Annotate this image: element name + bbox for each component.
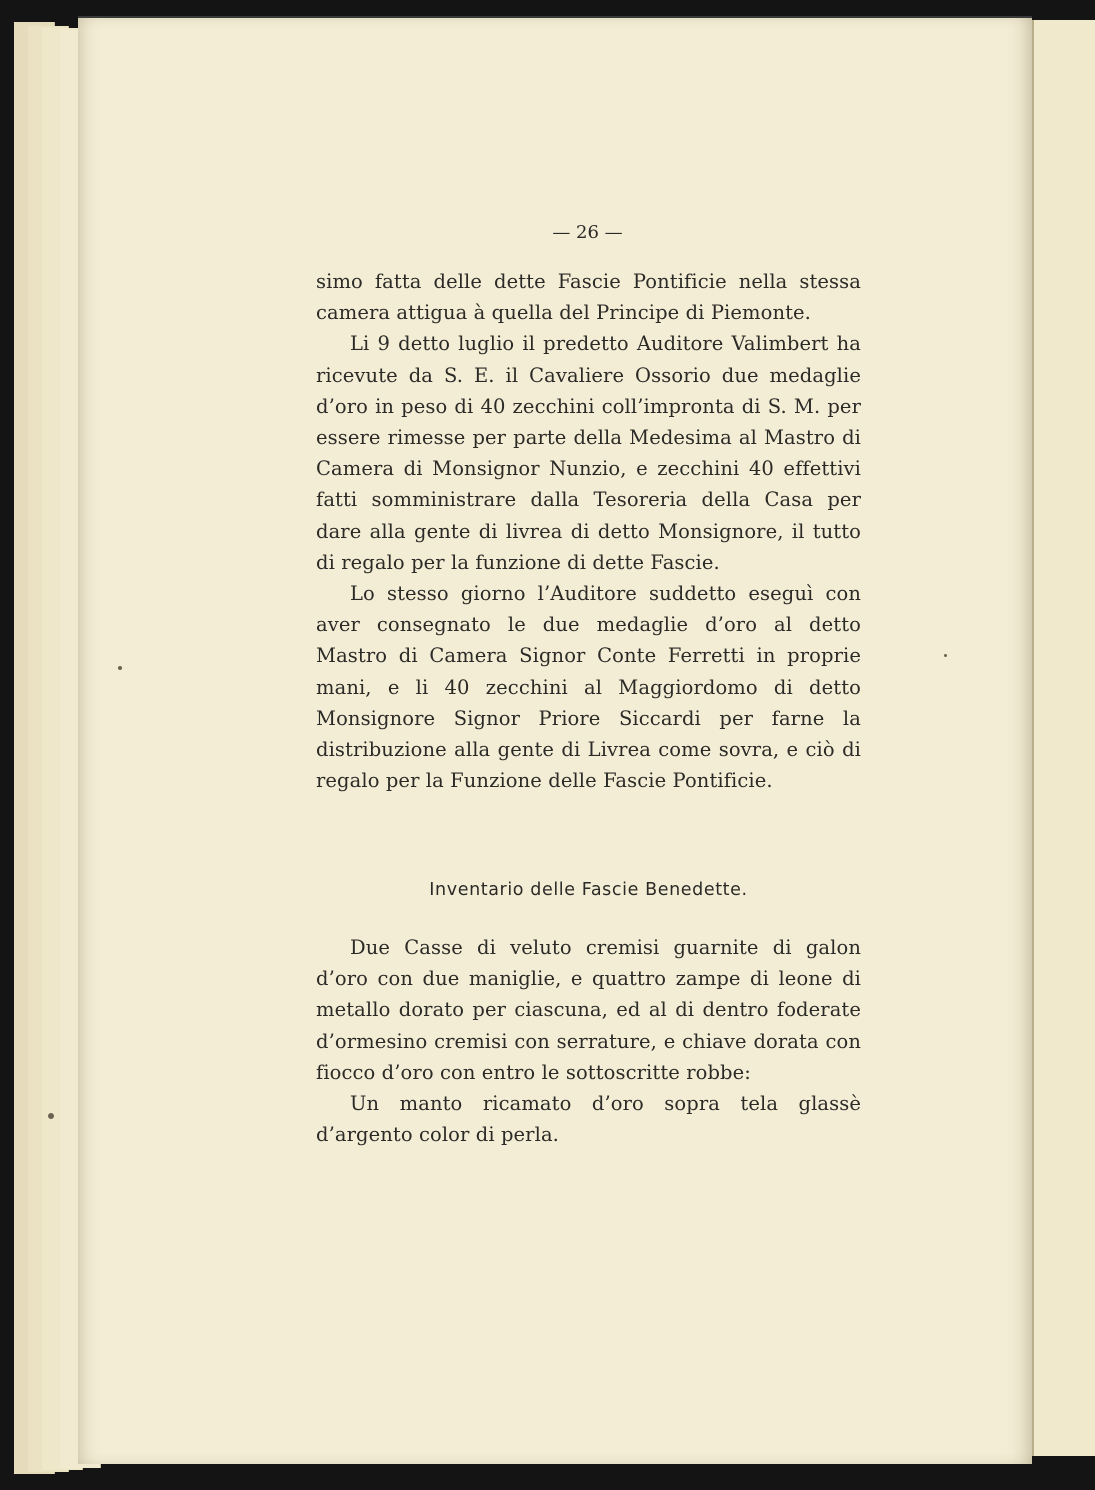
facing-page-edge	[1032, 20, 1095, 1456]
text-block-top	[316, 266, 861, 796]
paragraph: Lo stesso giorno l’Auditore suddetto eseguì con aver consegnato le due medaglie d’oro al detto Mastro di Camera Signor Conte Ferretti in proprie mani, e li 40 zecchini al Maggiordomo di detto Monsignore Signor Priore Siccardi per farne la distribuzione alla gente di Livrea come sovra, e ciò di regalo per la Funzione delle Fascie Pontificie.	[316, 582, 861, 793]
paper-speck	[118, 666, 122, 670]
paper-speck	[48, 1113, 54, 1119]
paragraph: simo fatta delle dette Fascie Pontificie nella stessa camera attigua à quella del Principe di Piemonte.	[316, 270, 861, 325]
text-block-bottom	[316, 932, 861, 1150]
paragraph: Li 9 detto luglio il predetto Auditore Valimbert ha ricevute da S. E. il Cavaliere Ossorio due medaglie d’oro in peso di 40 zecchini coll’impronta di S. M. per essere rimesse per parte della Medesima al Mastro di Camera di Monsignor Nunzio, e zecchini 40 effettivi fatti somministrare dalla Tesoreria della Casa per dare alla gente di livrea di detto Monsignore, il tutto di regalo per la funzione di dette Fascie.	[316, 332, 861, 574]
paper-speck	[944, 654, 947, 657]
paragraph: Due Casse di veluto cremisi guarnite di galon d’oro con due maniglie, e quattro zampe di leone di metallo dorato per ciascuna, ed al di dentro foderate d’ormesino cremisi con serrature, e chiave dorata con fiocco d’oro con entro le sottoscritte robbe:	[316, 936, 861, 1084]
page-number: — 26 —	[552, 222, 623, 243]
paragraph: Un manto ricamato d’oro sopra tela glassè d’argento color di perla.	[316, 1092, 861, 1147]
section-heading: Inventario delle Fascie Benedette.	[429, 880, 748, 900]
